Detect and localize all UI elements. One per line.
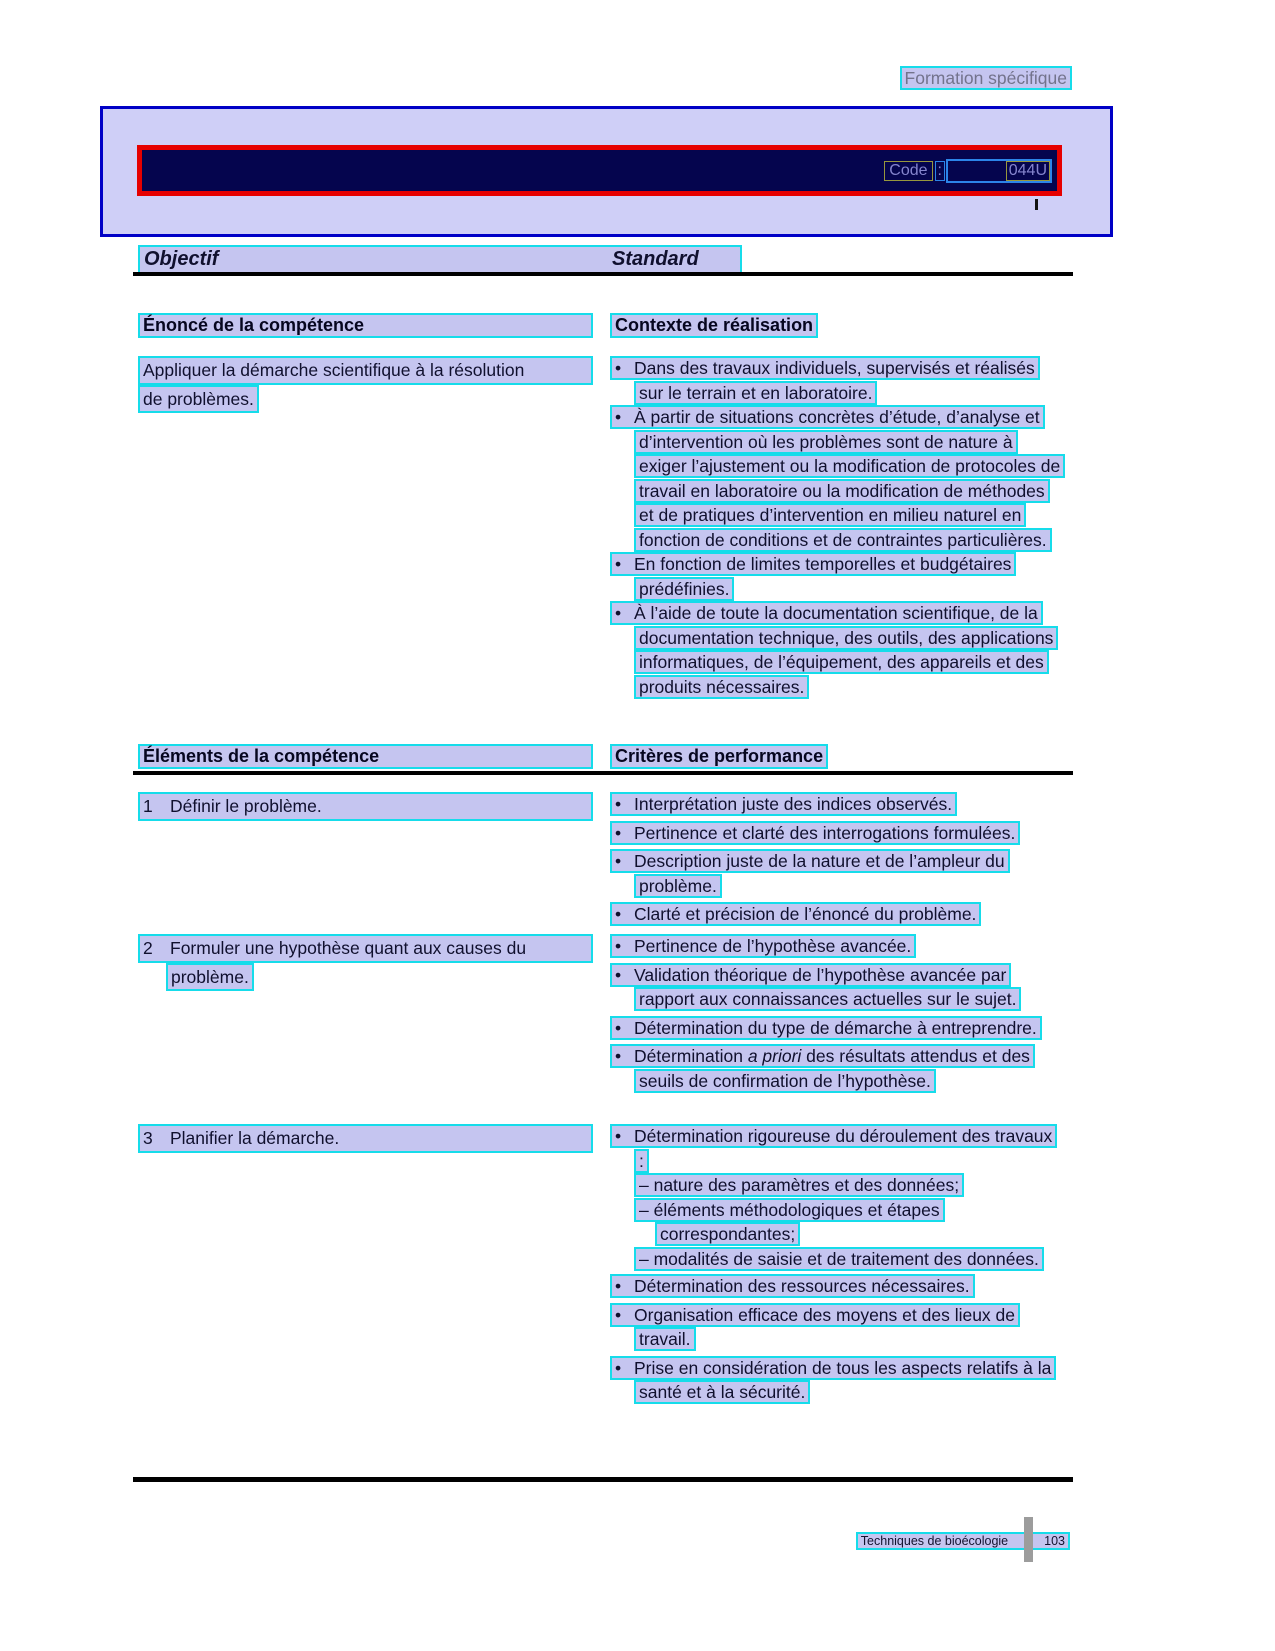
criteria-text: Prise en considération de tous les aspects relatifs à la santé et à la sécurité. (634, 1357, 1052, 1402)
bullet-icon: • (615, 822, 622, 843)
bullet-icon: • (615, 1046, 622, 1066)
footer-program: Techniques de bioécologie (860, 1534, 1009, 1548)
criteria-sub-text: – nature des paramètres et des données; (634, 1173, 964, 1197)
banner-tick-mark (1035, 199, 1038, 210)
bullet-icon: • (615, 904, 622, 924)
footer (856, 1534, 1070, 1548)
criteria-text: Clarté et précision de l’énoncé du problème. (634, 904, 977, 924)
code-value-field (946, 159, 1052, 183)
item-label: Définir le problème. (170, 796, 322, 816)
criteria-list-2 (610, 934, 1062, 1097)
code-label: Code (884, 161, 932, 181)
element-item-1 (138, 792, 593, 821)
criteria-text: Détermination du type de démarche à entreprendre. (634, 1017, 1037, 1038)
bullet-icon: • (615, 851, 622, 871)
criteria-bullet (610, 792, 1062, 817)
code-value: 044U (1006, 161, 1050, 181)
bullet-icon: • (615, 964, 622, 985)
criteria-text: Pertinence de l’hypothèse avancée. (634, 936, 912, 956)
section1-right-header-wrap (610, 313, 1062, 338)
divider-rule-middle (133, 771, 1073, 775)
criteria-bullet (610, 1356, 1062, 1405)
section1-left-header-wrap (138, 313, 593, 338)
criteria-text: Description juste de la nature et de l’ampleur du problème. (634, 851, 1005, 896)
criteria-bullet (610, 1016, 1062, 1041)
section2-right-header-wrap (610, 744, 1062, 769)
criteria-text: Détermination rigoureuse du déroulement des travaux : (634, 1126, 1053, 1171)
bullet-icon: • (615, 407, 622, 427)
bullet-icon: • (615, 794, 622, 814)
criteria-sub-text: – éléments méthodologiques et étapes correspondantes; (634, 1198, 945, 1247)
bullet-icon: • (615, 1357, 622, 1378)
criteria-bullet (610, 849, 1062, 898)
criteria-italic: a priori (747, 1046, 802, 1066)
criteria-bullet (610, 1124, 1062, 1173)
divider-rule-bottom (133, 1477, 1073, 1482)
criteria-subitem (610, 1198, 1062, 1247)
bullet-icon: • (615, 1276, 622, 1296)
code-block (884, 159, 1052, 183)
code-banner (137, 145, 1062, 196)
context-bullet-text: En fonction de limites temporelles et budgétaires prédéfinies. (634, 554, 1012, 599)
context-bullet-text: À l’aide de toute la documentation scientifique, de la documentation technique, des outils, des applications informatiques, de l’équipement, des appareils et des produits nécessaires. (634, 603, 1054, 697)
bullet-icon: • (615, 1304, 622, 1325)
criteria-bullet (610, 821, 1062, 846)
context-bullet (610, 356, 1062, 405)
footer-page-number: 103 (1044, 1534, 1065, 1548)
item-label: Planifier la démarche. (170, 1128, 340, 1148)
item-number: 3 (143, 1128, 153, 1148)
section2-left-header: Éléments de la compétence (138, 744, 593, 769)
criteria-bullet (610, 1044, 1062, 1093)
context-bullet (610, 405, 1062, 552)
element-item-2 (138, 934, 593, 991)
item-label-continuation: problème. (166, 963, 254, 992)
bullet-icon: • (615, 1126, 622, 1146)
criteria-bullet (610, 1274, 1062, 1299)
code-separator: : (935, 161, 945, 181)
context-bullet-text: Dans des travaux individuels, supervisés et réalisés sur le terrain et en laboratoire. (634, 358, 1035, 403)
element-item-3 (138, 1124, 593, 1153)
bullet-icon: • (615, 358, 622, 378)
item-number: 2 (143, 938, 153, 958)
criteria-bullet (610, 902, 1062, 927)
title-objectif: Objectif (144, 248, 219, 270)
criteria-bullet (610, 1303, 1062, 1352)
criteria-list-3 (610, 1124, 1062, 1409)
title-standard: Standard (612, 248, 699, 270)
bullet-icon: • (615, 554, 622, 574)
criteria-prefix: Détermination (634, 1046, 748, 1066)
title-panel (100, 106, 1113, 237)
competence-statement (138, 356, 593, 413)
bullet-icon: • (615, 936, 622, 956)
header-label-wrap (900, 68, 1072, 89)
header-label: Formation spécifique (900, 66, 1072, 90)
bullet-icon: • (615, 603, 622, 623)
criteria-suffix: des résultats attendus et des seuils de confirmation de l’hypothèse. (639, 1046, 1030, 1091)
context-bullet-text: À partir de situations concrètes d’étude, d’analyse et d’intervention où les problèmes sont de nature à exiger l’ajustement ou la modification de protocoles de travail en laboratoire ou la modification de méthodes et de pratiques d’intervention en milieu naturel en fonction de conditions et de contraintes particulières. (634, 407, 1061, 550)
context-bullet-list (610, 356, 1062, 699)
criteria-text: Validation théorique de l’hypothèse avancée par rapport aux connaissances actuelles sur le sujet. (634, 964, 1017, 1009)
criteria-sub-text: – modalités de saisie et de traitement des données. (634, 1247, 1044, 1271)
context-bullet (610, 552, 1062, 601)
section1-right-header: Contexte de réalisation (610, 313, 818, 338)
statement-line2: de problèmes. (138, 385, 259, 414)
criteria-text: Détermination des ressources nécessaires. (634, 1276, 970, 1296)
page-number-divider (1024, 1517, 1033, 1562)
criteria-text: Pertinence et clarté des interrogations formulées. (634, 822, 1016, 843)
bullet-icon: • (615, 1017, 622, 1038)
criteria-bullet (610, 934, 1062, 959)
criteria-text: Interprétation juste des indices observés. (634, 794, 953, 814)
section2-right-header: Critères de performance (610, 744, 828, 769)
divider-rule-top (133, 272, 1073, 276)
criteria-bullet (610, 963, 1062, 1012)
item-number: 1 (143, 796, 153, 816)
section2-left-header-wrap (138, 744, 593, 769)
item-label: Formuler une hypothèse quant aux causes du (170, 938, 527, 958)
criteria-subitem (610, 1247, 1062, 1272)
criteria-text: Organisation efficace des moyens et des lieux de travail. (634, 1304, 1016, 1349)
statement-line1: Appliquer la démarche scientifique à la résolution (138, 356, 593, 385)
section1-left-header: Énoncé de la compétence (138, 313, 593, 338)
title-band (138, 245, 742, 274)
criteria-subitem (610, 1173, 1062, 1198)
context-bullet (610, 601, 1062, 699)
criteria-list-1 (610, 792, 1062, 931)
